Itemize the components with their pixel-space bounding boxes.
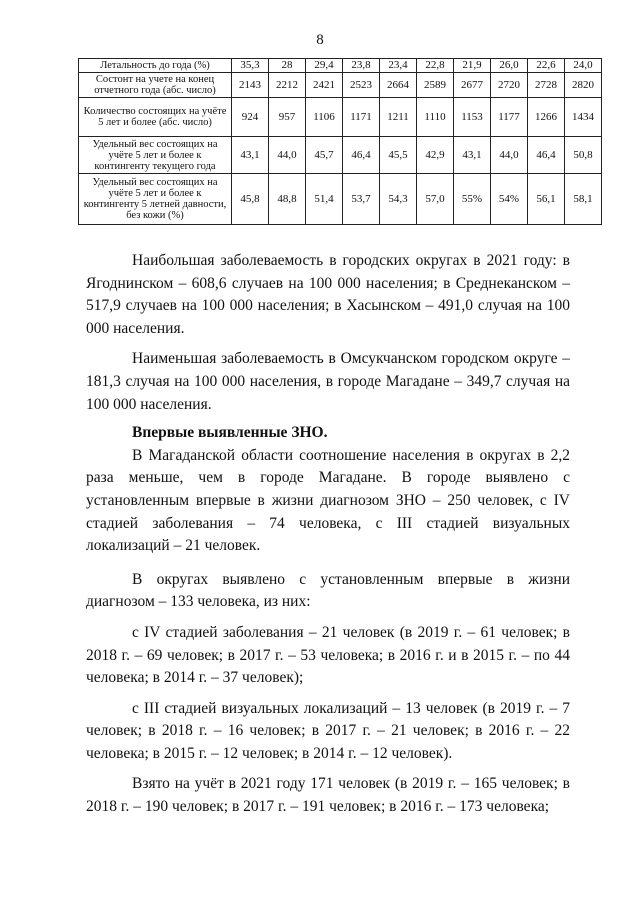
table-cell: 957: [269, 98, 306, 137]
row-label: Количество состоящих на учёте 5 лет и более (абс. число): [79, 98, 232, 137]
table-cell: 43,1: [454, 137, 491, 174]
table-cell: 23,4: [380, 59, 417, 73]
paragraph-districts-detection: В округах выявлено с установленным впервые в жизни диагнозом – 133 человека, из них:: [86, 570, 570, 611]
table-cell: 1153: [454, 98, 491, 137]
paragraph-lowest-incidence: Наименьшая заболеваемость в Омсукчанском городском округе – 181,3 случая на 100 000 населения, в городе Магадане – 349,7 случая на 100 000 населения.: [86, 350, 570, 413]
table-cell: 1106: [306, 98, 343, 137]
table-cell: 2421: [306, 73, 343, 98]
table-cell: 50,8: [565, 137, 602, 174]
document-text: [86, 250, 570, 819]
paragraph-city-detection: В Магаданской области соотношение населения в округах в 2,2 раза меньше, чем в городе Магадане. В городе выявлено с установленным впервые в жизни диагнозом ЗНО – 250 человек, с IV стадией заболевания – 74 человека, с III стадией визуальных локализаций – 21 человек.: [86, 446, 570, 555]
table-cell: 1171: [343, 98, 380, 137]
paragraph-registered: Взято на учёт в 2021 году 171 человек (в 2019 г. – 165 человек; в 2018 г. – 190 человек; в 2017 г. – 191 человек; в 2016 г. – 173 человека;: [86, 775, 570, 816]
table-cell: 22,6: [528, 59, 565, 73]
table-cell: 2677: [454, 73, 491, 98]
table-cell: 1266: [528, 98, 565, 137]
table-row: [79, 59, 602, 73]
table-cell: 45,7: [306, 137, 343, 174]
table-cell: 22,8: [417, 59, 454, 73]
table-cell: 51,4: [306, 174, 343, 225]
table-cell: 1177: [491, 98, 528, 137]
row-label: Летальность до года (%): [79, 59, 232, 73]
statistics-table-body: [79, 59, 602, 225]
row-label: Удельный вес состоящих на учёте 5 лет и более к контингенту 5 летней давности, без кожи (%): [79, 174, 232, 225]
table-cell: 46,4: [528, 137, 565, 174]
table-cell: 45,5: [380, 137, 417, 174]
table-cell: 35,3: [232, 59, 269, 73]
table-cell: 1110: [417, 98, 454, 137]
table-cell: 42,9: [417, 137, 454, 174]
table-cell: 56,1: [528, 174, 565, 225]
table-cell: 45,8: [232, 174, 269, 225]
table-row: [79, 98, 602, 137]
table-cell: 924: [232, 98, 269, 137]
table-cell: 48,8: [269, 174, 306, 225]
table-cell: 2523: [343, 73, 380, 98]
table-cell: 55%: [454, 174, 491, 225]
table-cell: 2212: [269, 73, 306, 98]
table-cell: 44,0: [491, 137, 528, 174]
table-cell: 29,4: [306, 59, 343, 73]
table-row: [79, 174, 602, 225]
section-heading: Впервые выявленные ЗНО.: [132, 424, 328, 442]
table-cell: 28: [269, 59, 306, 73]
statistics-table: [78, 58, 602, 225]
table-cell: 21,9: [454, 59, 491, 73]
table-cell: 24,0: [565, 59, 602, 73]
table-cell: 2589: [417, 73, 454, 98]
table-cell: 57,0: [417, 174, 454, 225]
table-cell: 46,4: [343, 137, 380, 174]
table-cell: 1434: [565, 98, 602, 137]
table-cell: 26,0: [491, 59, 528, 73]
table-row: [79, 137, 602, 174]
table-cell: 54,3: [380, 174, 417, 225]
table-cell: 2728: [528, 73, 565, 98]
table-cell: 44,0: [269, 137, 306, 174]
table-cell: 53,7: [343, 174, 380, 225]
row-label: Удельный вес состоящих на учёте 5 лет и более к контингенту текущего года: [79, 137, 232, 174]
paragraph-highest-incidence: Наибольшая заболеваемость в городских округах в 2021 году: в Ягоднинском – 608,6 случаев на 100 000 населения; в Среднеканском – 517,9 случаев на 100 000 населения; в Хасынском – 491,0 случая на 100 000 населения.: [86, 252, 570, 337]
table-cell: 54%: [491, 174, 528, 225]
table-cell: 2820: [565, 73, 602, 98]
page-number: 8: [316, 32, 324, 48]
table-cell: 2664: [380, 73, 417, 98]
table-cell: 23,8: [343, 59, 380, 73]
paragraph-stage-four: с IV стадией заболевания – 21 человек (в 2019 г. – 61 человек; в 2018 г. – 69 человек; в 2017 г. – 53 человека; в 2016 г. и в 2015 г. – по 44 человека; в 2014 г. – 37 человек);: [86, 623, 570, 687]
table-cell: 2143: [232, 73, 269, 98]
row-label: Состонт на учете на конец отчетного года (абс. число): [79, 73, 232, 98]
table-cell: 58,1: [565, 174, 602, 225]
table-row: [79, 73, 602, 98]
table-cell: 2720: [491, 73, 528, 98]
table-cell: 1211: [380, 98, 417, 137]
table-cell: 43,1: [232, 137, 269, 174]
paragraph-stage-three: с III стадией визуальных локализаций – 13 человек (в 2019 г. – 7 человек; в 2018 г. – 16 человек; в 2017 г. – 21 человек; в 2016 г. – 22 человека; в 2015 г. – 12 человек; в 2014 г. – 12 человек).: [86, 699, 570, 762]
